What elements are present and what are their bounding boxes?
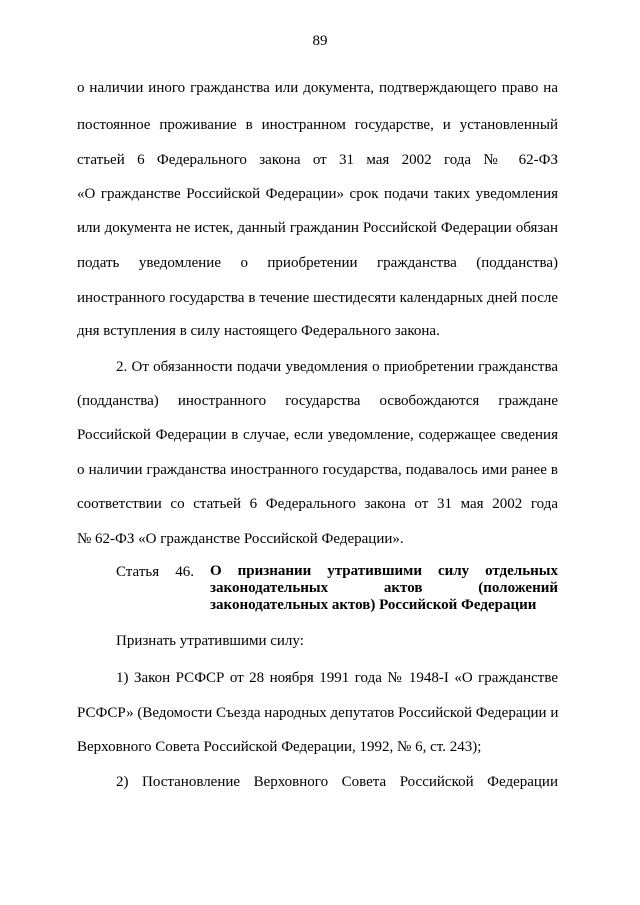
text-line: 2) Постановление Верховного Совета Российской Федерации	[116, 774, 558, 790]
page-number: 89	[312, 33, 328, 49]
text-line: о наличии гражданства иностранного государства, подавалось ими ранее в	[77, 462, 558, 478]
article-title-line: законодательных актов) Российской Федерации	[210, 597, 537, 613]
article-title-line: законодательных актов (положений	[210, 580, 558, 596]
article-title	[210, 563, 558, 614]
text-line: дня вступления в силу настоящего Федерального закона.	[77, 323, 440, 339]
article-title-line: О признании утратившими силу отдельных	[210, 563, 558, 579]
text-line: «О гражданстве Российской Федерации» срок подачи таких уведомления	[77, 186, 558, 202]
text-line: постоянное проживание в иностранном государстве, и установленный	[77, 117, 558, 133]
text-line: иностранного государства в течение шестидесяти календарных дней после	[77, 290, 558, 306]
text-line: соответствии со статьей 6 Федерального закона от 31 мая 2002 года	[77, 496, 558, 512]
text-line: 2. От обязанности подачи уведомления о приобретении гражданства	[116, 359, 558, 375]
article-label: Статья 46.	[116, 564, 194, 580]
text-line: РСФСР» (Ведомости Съезда народных депутатов Российской Федерации и	[77, 705, 559, 721]
text-line: № 62-ФЗ «О гражданстве Российской Федерации».	[77, 531, 404, 547]
text-line: (подданства) иностранного государства освобождаются граждане	[77, 393, 558, 409]
text-line: Верховного Совета Российской Федерации, 1992, № 6, ст. 243);	[77, 739, 482, 755]
text-line: Российской Федерации в случае, если уведомление, содержащее сведения	[77, 427, 558, 443]
text-line: 1) Закон РСФСР от 28 ноября 1991 года № 1948-I «О гражданстве	[116, 670, 558, 686]
article-heading	[116, 563, 558, 623]
text-line: Признать утратившими силу:	[116, 633, 304, 649]
text-line: или документа не истек, данный гражданин Российской Федерации обязан	[77, 220, 558, 236]
text-line: подать уведомление о приобретении гражданства (подданства)	[77, 255, 558, 271]
text-line: статьей 6 Федерального закона от 31 мая 2002 года № 62-ФЗ	[77, 152, 558, 168]
text-line: о наличии иного гражданства или документа, подтверждающего право на	[77, 80, 558, 96]
